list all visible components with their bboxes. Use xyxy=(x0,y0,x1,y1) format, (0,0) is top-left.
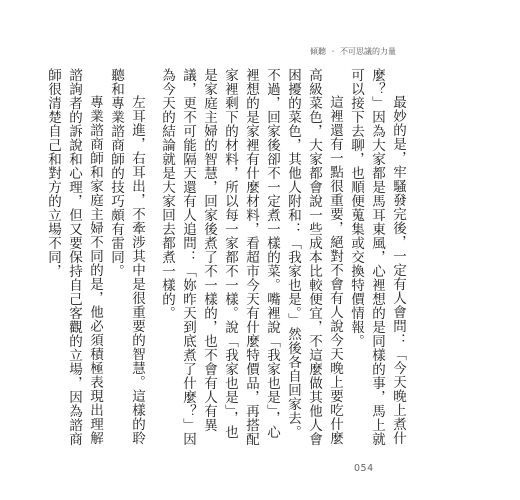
section-subtitle: 不可思議的力量 xyxy=(340,47,396,56)
page-number: 054 xyxy=(354,463,374,474)
running-header xyxy=(310,46,396,57)
paragraph-3: 左耳進，右耳出，不牽涉其中是很重要的智慧。這樣的聆聽和專業諮商師的技巧頗有雷同。 xyxy=(108,68,145,445)
paragraph-1: 最妙的是，牢騷發完後，一定有人會問：「今天晚上煮什麼？」因為大家都是馬耳東風，心裡想的是同樣的事，馬上就可以接下去聊，也順便蒐集或交換特價情報。 xyxy=(348,68,406,446)
header-separator: ・ xyxy=(329,47,337,56)
paragraph-2: 這裡還有一點很重要，絕對不會有人說今天晚上要吃什麼高級菜色，大家都會說一些成本比較便宜，不這麼做其他人會困擾的菜色，其他人附和：「我家也是。」然後各自回家去。不過，回家後卻不一定煮一樣的菜。嘴裡說「我家也是」，心裡想的是家裡有什麼材料，看超市今天有什麼特價品，再搭配家裡剩下的材料，所以每一家都不一樣。說「我家也是」，也是家庭主婦的智慧，回家後煮了不一樣的，也不會有人有異議，更不可能隔天還有人追問：「妳昨天到底煮了什麼？」因為今天的結論就是大家回去都煮一樣的。 xyxy=(159,68,343,446)
body-text xyxy=(42,68,408,448)
paragraph-4: 專業諮商師和家庭主婦不同的是，他必須積極表現出理解諮詢者的訴說和心理，但又要保持自己客觀的立場，因為諮商師很清楚自己和對方的立場不同， xyxy=(45,68,103,446)
chapter-title: 傾聽 xyxy=(310,47,326,56)
